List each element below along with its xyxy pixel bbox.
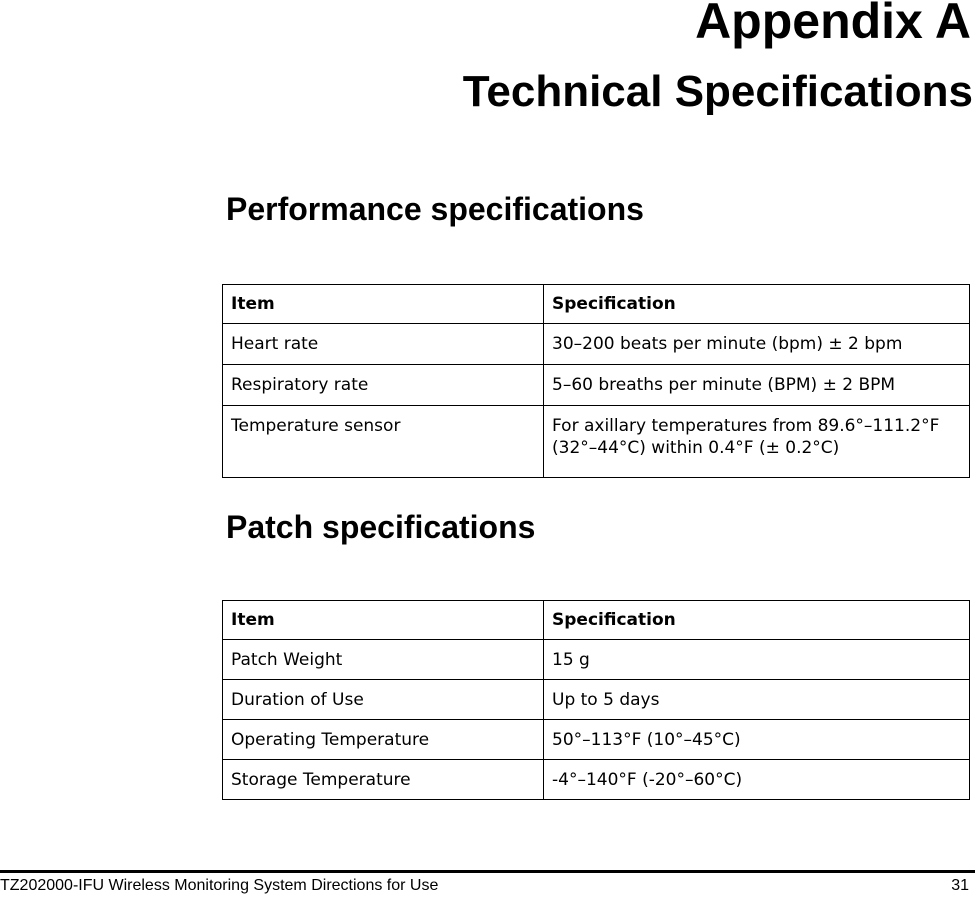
table-row (223, 720, 970, 760)
footer-divider (0, 870, 975, 873)
table-header-row (223, 601, 970, 640)
specification-cell (544, 406, 970, 478)
table-row (223, 406, 970, 478)
item-cell: Duration of Use (223, 680, 544, 720)
page-number: 31 (951, 877, 969, 894)
performance-heading: Performance specifications (226, 191, 644, 227)
table-row (223, 680, 970, 720)
column-header-item: Item (223, 285, 544, 324)
specification-line: (32°–44°C) within 0.4°F (± 0.2°C) (552, 438, 840, 458)
specification-cell: 30–200 beats per minute (bpm) ± 2 bpm (544, 324, 970, 365)
item-cell: Temperature sensor (223, 406, 544, 478)
performance-table (222, 284, 970, 478)
footer-document-title: TZ202000-IFU Wireless Monitoring System Directions for Use (0, 877, 439, 894)
column-header-item: Item (223, 601, 544, 640)
table-header-row (223, 285, 970, 324)
column-header-specification: Specification (544, 601, 970, 640)
appendix-title: Appendix A (695, 0, 971, 49)
specification-cell: 5–60 breaths per minute (BPM) ± 2 BPM (544, 365, 970, 406)
table-row (223, 324, 970, 365)
patch-table (222, 600, 970, 800)
table-row (223, 760, 970, 800)
item-cell: Patch Weight (223, 640, 544, 680)
table-row (223, 640, 970, 680)
patch-heading: Patch specifications (226, 509, 536, 545)
column-header-specification: Specification (544, 285, 970, 324)
specification-cell: -4°–140°F (-20°–60°C) (544, 760, 970, 800)
specification-cell: Up to 5 days (544, 680, 970, 720)
item-cell: Respiratory rate (223, 365, 544, 406)
specification-cell: 50°–113°F (10°–45°C) (544, 720, 970, 760)
item-cell: Operating Temperature (223, 720, 544, 760)
appendix-subtitle: Technical Specifications (462, 67, 973, 116)
item-cell: Storage Temperature (223, 760, 544, 800)
specification-line: For axillary temperatures from 89.6°–111.2°F (552, 416, 940, 436)
table-row (223, 365, 970, 406)
item-cell: Heart rate (223, 324, 544, 365)
specification-cell: 15 g (544, 640, 970, 680)
